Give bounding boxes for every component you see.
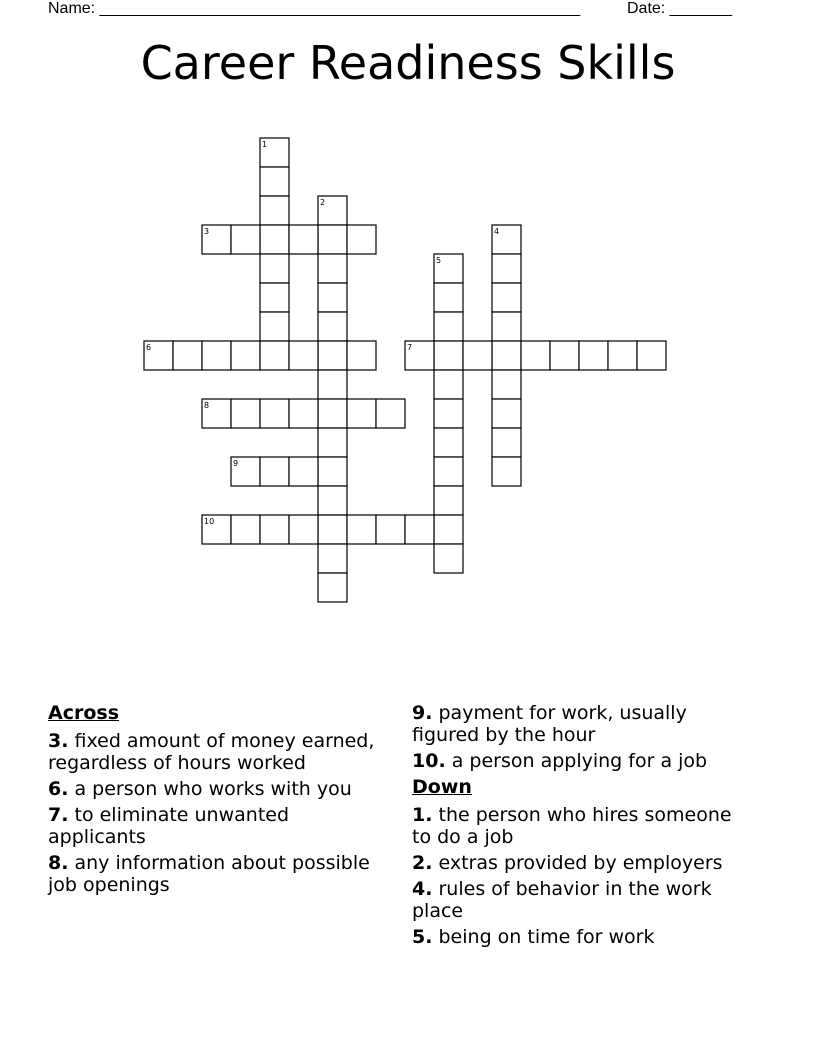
across-heading: Across bbox=[48, 702, 120, 724]
cell-number: 3 bbox=[204, 227, 210, 236]
clue-across-7 bbox=[48, 804, 388, 848]
clue-text: to eliminate unwanted applicants bbox=[48, 804, 290, 848]
cell-number: 6 bbox=[146, 343, 152, 352]
clue-number: 3. bbox=[48, 730, 69, 752]
grid-cell[interactable] bbox=[492, 312, 521, 341]
grid-cell[interactable] bbox=[260, 399, 289, 428]
grid-cell[interactable] bbox=[173, 341, 202, 370]
grid-cell[interactable] bbox=[405, 515, 434, 544]
grid-cell[interactable] bbox=[289, 515, 318, 544]
cell-number: 8 bbox=[204, 401, 210, 410]
grid-cell[interactable] bbox=[289, 225, 318, 254]
grid-cell[interactable] bbox=[260, 341, 289, 370]
grid-cell[interactable] bbox=[260, 515, 289, 544]
clue-number: 6. bbox=[48, 778, 69, 800]
cell-number: 2 bbox=[320, 198, 326, 207]
name-label: Name: bbox=[48, 0, 96, 17]
grid-cell[interactable] bbox=[260, 196, 289, 225]
grid-cell[interactable] bbox=[434, 428, 463, 457]
grid-cell[interactable] bbox=[318, 428, 347, 457]
clue-down-2 bbox=[412, 852, 752, 874]
clue-text: payment for work, usually figured by the hour bbox=[412, 702, 687, 746]
grid-cell[interactable] bbox=[434, 515, 463, 544]
clue-text: being on time for work bbox=[438, 926, 655, 948]
clue-across-6 bbox=[48, 778, 388, 800]
clue-number: 9. bbox=[412, 702, 433, 724]
grid-cell[interactable] bbox=[318, 341, 347, 370]
clue-number: 1. bbox=[412, 804, 433, 826]
clue-number: 10. bbox=[412, 750, 446, 772]
grid-cell[interactable] bbox=[289, 457, 318, 486]
grid-cell[interactable] bbox=[202, 341, 231, 370]
clue-text: a person applying for a job bbox=[451, 750, 708, 772]
grid-cell[interactable] bbox=[260, 225, 289, 254]
grid-cell[interactable] bbox=[318, 254, 347, 283]
grid-cell[interactable] bbox=[492, 370, 521, 399]
clue-text: any information about possible job openings bbox=[48, 852, 370, 896]
clue-number: 7. bbox=[48, 804, 69, 826]
cell-number: 10 bbox=[204, 517, 215, 526]
grid-cell[interactable] bbox=[231, 399, 260, 428]
grid-cell[interactable] bbox=[318, 370, 347, 399]
grid-cell[interactable] bbox=[434, 457, 463, 486]
grid-cell[interactable] bbox=[318, 283, 347, 312]
grid-cell[interactable] bbox=[376, 515, 405, 544]
cell-number: 5 bbox=[436, 256, 442, 265]
clue-number: 8. bbox=[48, 852, 69, 874]
clue-across-9 bbox=[412, 702, 752, 746]
grid-cell[interactable] bbox=[231, 341, 260, 370]
cell-number: 4 bbox=[494, 227, 500, 236]
grid-cell[interactable] bbox=[492, 399, 521, 428]
date-line: _______ bbox=[669, 0, 732, 17]
clues-left-column bbox=[48, 702, 388, 900]
clues-right-column bbox=[412, 702, 752, 952]
clue-text: the person who hires someone to do a job bbox=[412, 804, 732, 848]
grid-cell[interactable] bbox=[318, 544, 347, 573]
grid-cell[interactable] bbox=[434, 283, 463, 312]
clue-down-5 bbox=[412, 926, 752, 948]
grid-cell[interactable] bbox=[318, 225, 347, 254]
grid-cell[interactable] bbox=[231, 225, 260, 254]
grid-cell[interactable] bbox=[318, 457, 347, 486]
grid-cell[interactable] bbox=[347, 225, 376, 254]
grid-cell[interactable] bbox=[260, 283, 289, 312]
grid-cell[interactable] bbox=[260, 167, 289, 196]
clue-text: a person who works with you bbox=[74, 778, 352, 800]
grid-cell[interactable] bbox=[260, 457, 289, 486]
grid-cell[interactable] bbox=[318, 573, 347, 602]
clue-across-10 bbox=[412, 750, 752, 772]
name-line: ______________________________________________________ bbox=[99, 0, 581, 17]
grid-cell[interactable] bbox=[579, 341, 608, 370]
grid-cell[interactable] bbox=[347, 341, 376, 370]
cell-number: 7 bbox=[407, 343, 413, 352]
grid-cell[interactable] bbox=[376, 399, 405, 428]
grid-cell[interactable] bbox=[492, 457, 521, 486]
grid-cell[interactable] bbox=[434, 370, 463, 399]
grid-cell[interactable] bbox=[463, 341, 492, 370]
grid-cell[interactable] bbox=[231, 515, 260, 544]
clue-text: rules of behavior in the work place bbox=[412, 878, 712, 922]
grid-cell[interactable] bbox=[434, 544, 463, 573]
clue-down-4 bbox=[412, 878, 752, 922]
clue-text: extras provided by employers bbox=[438, 852, 723, 874]
clue-text: fixed amount of money earned, regardless of hours worked bbox=[48, 730, 375, 774]
grid-cell[interactable] bbox=[318, 515, 347, 544]
date-label: Date: bbox=[627, 0, 666, 17]
grid-cell[interactable] bbox=[260, 312, 289, 341]
grid-cell[interactable] bbox=[260, 254, 289, 283]
grid-cell[interactable] bbox=[521, 341, 550, 370]
clue-down-1 bbox=[412, 804, 752, 848]
grid-cell[interactable] bbox=[492, 254, 521, 283]
grid-cell[interactable] bbox=[434, 399, 463, 428]
grid-cell[interactable] bbox=[289, 399, 318, 428]
grid-cell[interactable] bbox=[434, 486, 463, 515]
grid-cell[interactable] bbox=[289, 341, 318, 370]
page-title: Career Readiness Skills bbox=[140, 36, 676, 90]
clue-across-8 bbox=[48, 852, 388, 896]
grid-cell[interactable] bbox=[318, 486, 347, 515]
down-heading: Down bbox=[412, 776, 472, 798]
grid-cell[interactable] bbox=[637, 341, 666, 370]
clue-number: 5. bbox=[412, 926, 433, 948]
grid-cell[interactable] bbox=[318, 399, 347, 428]
grid-cell[interactable] bbox=[347, 399, 376, 428]
grid-cell[interactable] bbox=[347, 515, 376, 544]
grid-cell[interactable] bbox=[318, 312, 347, 341]
grid-cell[interactable] bbox=[434, 312, 463, 341]
grid-cell[interactable] bbox=[492, 428, 521, 457]
grid-cell[interactable] bbox=[550, 341, 579, 370]
grid-cell[interactable] bbox=[492, 283, 521, 312]
grid-cell[interactable] bbox=[608, 341, 637, 370]
grid-cell[interactable] bbox=[492, 341, 521, 370]
grid-cell[interactable] bbox=[434, 341, 463, 370]
clue-across-3 bbox=[48, 730, 388, 774]
clue-number: 4. bbox=[412, 878, 433, 900]
cell-number: 1 bbox=[262, 140, 268, 149]
cell-number: 9 bbox=[233, 459, 239, 468]
clue-number: 2. bbox=[412, 852, 433, 874]
